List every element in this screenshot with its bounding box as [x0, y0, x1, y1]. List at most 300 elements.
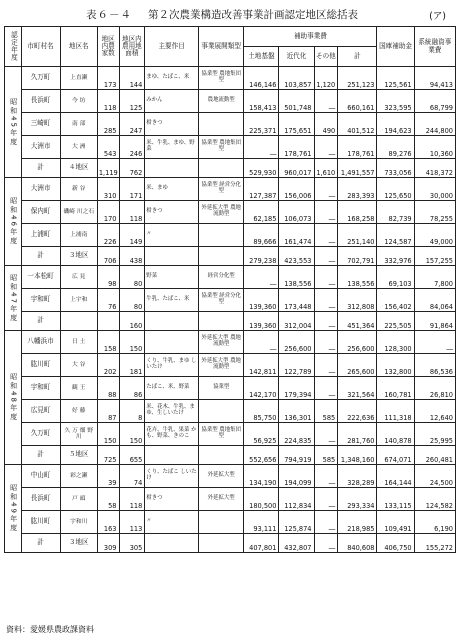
subtotal-cell: 178,761 [338, 136, 377, 159]
header-crops: 主要作目 [145, 27, 199, 67]
table-row [5, 201, 456, 224]
area-cell: 181 [119, 354, 145, 377]
farmers-cell: 58 [97, 488, 119, 511]
modern-cell: 138,556 [279, 266, 314, 289]
other-cell: ― [314, 289, 338, 312]
other-cell: 490 [314, 113, 338, 136]
farmers-cell: 88 [97, 377, 119, 400]
other-cell: ― [314, 331, 338, 354]
total-label: 計 [21, 534, 60, 553]
total-district: ５地区 [60, 446, 97, 465]
header-national: 国庫補助金 [377, 27, 414, 67]
district-cell: 今 坊 [60, 90, 97, 113]
total-type-empty [198, 247, 243, 266]
total-national: 674,071 [377, 446, 414, 465]
total-row [5, 159, 456, 178]
total-row [5, 534, 456, 553]
district-cell: 上浦南 [60, 224, 97, 247]
area-cell: 150 [119, 331, 145, 354]
total-crops-empty [145, 446, 199, 465]
type-cell: 外延拡大型 [198, 488, 243, 511]
summary-table [4, 26, 456, 553]
type-cell [198, 113, 243, 136]
modern-cell: 501,748 [279, 90, 314, 113]
total-farmers: 1,119 [97, 159, 119, 178]
loan-cell: 84,064 [414, 289, 455, 312]
national-cell: 133,115 [377, 488, 414, 511]
page-mark: (ア) [429, 11, 446, 22]
land-cell: 146,146 [244, 67, 279, 90]
farmers-cell: 285 [97, 113, 119, 136]
crops-cell: 米、花木、牛乳、まゆ、生しいたけ [145, 400, 199, 423]
era-cell: 昭和47年度 [5, 266, 22, 331]
subtotal-cell: 251,123 [338, 67, 377, 90]
land-cell: 158,413 [244, 90, 279, 113]
loan-cell: 12,640 [414, 400, 455, 423]
crops-cell: くり、牛乳、まゆ しいたけ [145, 354, 199, 377]
farmers-cell: 170 [97, 201, 119, 224]
town-cell: 広見町 [21, 400, 60, 423]
total-crops-empty [145, 312, 199, 331]
land-cell: 225,371 [244, 113, 279, 136]
type-cell: 外延拡大型 農地流動型 [198, 331, 243, 354]
area-cell: 118 [119, 201, 145, 224]
farmers-cell: 310 [97, 178, 119, 201]
area-cell: 80 [119, 266, 145, 289]
total-loan: 155,272 [414, 534, 455, 553]
header-farmland: 地区内農用地面積 [119, 27, 145, 67]
national-cell: 323,595 [377, 90, 414, 113]
land-cell: 142,170 [244, 377, 279, 400]
national-cell: 132,800 [377, 354, 414, 377]
total-other: 1,610 [314, 159, 338, 178]
land-cell: 127,387 [244, 178, 279, 201]
crops-cell: 牛乳、たばこ、米 [145, 289, 199, 312]
header-loan: 系統融資事業費 [414, 27, 455, 67]
other-cell: ― [314, 465, 338, 488]
loan-cell: 25,995 [414, 423, 455, 446]
other-cell: 585 [314, 400, 338, 423]
table-row [5, 90, 456, 113]
farmers-cell: 98 [97, 266, 119, 289]
loan-cell: 10,360 [414, 136, 455, 159]
subtotal-cell: 321,564 [338, 377, 377, 400]
modern-cell: 106,073 [279, 201, 314, 224]
farmers-cell: 150 [97, 423, 119, 446]
farmers-cell: 543 [97, 136, 119, 159]
source-note: 資料：愛媛県農政課資料 [6, 625, 94, 634]
total-label: 計 [21, 247, 60, 266]
total-national: 406,750 [377, 534, 414, 553]
subtotal-cell: 328,289 [338, 465, 377, 488]
district-cell: 大 洲 [60, 136, 97, 159]
header-type: 事業展開類型 [198, 27, 243, 67]
area-cell: 246 [119, 136, 145, 159]
farmers-cell: 118 [97, 90, 119, 113]
town-cell: 肱川町 [21, 354, 60, 377]
town-cell: 上浦町 [21, 224, 60, 247]
total-area: 762 [119, 159, 145, 178]
loan-cell: 124,582 [414, 488, 455, 511]
other-cell: ― [314, 377, 338, 400]
area-cell: 149 [119, 224, 145, 247]
total-land: 407,801 [244, 534, 279, 553]
table-title [0, 7, 460, 23]
other-cell: ― [314, 90, 338, 113]
type-cell: 協業型 経営分化型 [198, 178, 243, 201]
type-cell [198, 400, 243, 423]
header-year: 認定年度 [5, 27, 22, 67]
town-cell: 大洲市 [21, 136, 60, 159]
other-cell: ― [314, 488, 338, 511]
header-farmers: 地区内農家数 [97, 27, 119, 67]
type-cell: 外延拡大型 農地流動型 [198, 354, 243, 377]
national-cell: 125,561 [377, 67, 414, 90]
header-town: 市町村名 [21, 27, 60, 67]
table-row [5, 400, 456, 423]
type-cell: 外延拡大型 農地流動型 [198, 201, 243, 224]
loan-cell: 26,810 [414, 377, 455, 400]
total-land: 529,930 [244, 159, 279, 178]
town-cell: 宇和町 [21, 377, 60, 400]
land-cell: 180,500 [244, 488, 279, 511]
table-row [5, 113, 456, 136]
crops-cell: 〃 [145, 511, 199, 534]
town-cell: 保内町 [21, 201, 60, 224]
area-cell: 86 [119, 377, 145, 400]
other-cell: ― [314, 423, 338, 446]
area-cell: 8 [119, 400, 145, 423]
total-district: ３地区 [60, 534, 97, 553]
farmers-cell: 76 [97, 289, 119, 312]
table-row [5, 331, 456, 354]
table-row [5, 67, 456, 90]
district-cell: 日 土 [60, 331, 97, 354]
type-cell: 協業型 経営分化型 [198, 289, 243, 312]
national-cell: 111,318 [377, 400, 414, 423]
total-subtotal: 702,791 [338, 247, 377, 266]
table-row [5, 465, 456, 488]
land-cell: 62,185 [244, 201, 279, 224]
loan-cell: 94,413 [414, 67, 455, 90]
total-other: ― [314, 534, 338, 553]
subtotal-cell: 283,393 [338, 178, 377, 201]
era-cell: 昭和49年度 [5, 465, 22, 553]
crops-cell: たばこ、米、野菜 [145, 377, 199, 400]
crops-cell: 〃 [145, 224, 199, 247]
district-cell: 宇和川 [60, 511, 97, 534]
table-row [5, 136, 456, 159]
total-other: 585 [314, 446, 338, 465]
district-cell: 観 王 [60, 377, 97, 400]
era-cell: 昭和45年度 [5, 67, 22, 178]
area-cell: 118 [119, 488, 145, 511]
national-cell: 69,103 [377, 266, 414, 289]
table-row [5, 377, 456, 400]
district-cell: 広 見 [60, 266, 97, 289]
total-subtotal: 1,491,557 [338, 159, 377, 178]
total-type-empty [198, 534, 243, 553]
modern-cell: 103,857 [279, 67, 314, 90]
loan-cell: 78,255 [414, 201, 455, 224]
total-row [5, 312, 456, 331]
district-cell: 久 万 畑 野 川 [60, 423, 97, 446]
total-land: 279,238 [244, 247, 279, 266]
total-area: 160 [119, 312, 145, 331]
town-cell: 長浜町 [21, 488, 60, 511]
total-area: 438 [119, 247, 145, 266]
subtotal-cell: 265,600 [338, 354, 377, 377]
subtotal-cell: 251,140 [338, 224, 377, 247]
subtotal-cell: 401,512 [338, 113, 377, 136]
table-row [5, 289, 456, 312]
subtotal-cell: 168,258 [338, 201, 377, 224]
other-cell: ― [314, 136, 338, 159]
total-label: 計 [21, 312, 60, 331]
total-row [5, 446, 456, 465]
town-cell: 久万町 [21, 423, 60, 446]
loan-cell: 30,000 [414, 178, 455, 201]
loan-cell: 24,500 [414, 465, 455, 488]
national-cell: 164,144 [377, 465, 414, 488]
table-row [5, 488, 456, 511]
national-cell: 125,650 [377, 178, 414, 201]
land-cell: 134,190 [244, 465, 279, 488]
type-cell: 農地流動型 [198, 90, 243, 113]
land-cell: ― [244, 331, 279, 354]
total-crops-empty [145, 159, 199, 178]
national-cell: 128,300 [377, 331, 414, 354]
other-cell: ― [314, 224, 338, 247]
total-modern: 423,553 [279, 247, 314, 266]
town-cell: 大洲市 [21, 178, 60, 201]
national-cell: 160,781 [377, 377, 414, 400]
total-loan: 91,864 [414, 312, 455, 331]
town-cell: 久万町 [21, 67, 60, 90]
district-cell: 戸 頭 [60, 488, 97, 511]
type-cell: 経営分化型 [198, 266, 243, 289]
crops-cell: 米、まゆ [145, 178, 199, 201]
total-farmers: 725 [97, 446, 119, 465]
total-loan: 157,255 [414, 247, 455, 266]
modern-cell: 112,834 [279, 488, 314, 511]
area-cell: 74 [119, 465, 145, 488]
area-cell: 144 [119, 67, 145, 90]
total-modern: 794,919 [279, 446, 314, 465]
total-loan: 260,481 [414, 446, 455, 465]
crops-cell: 柑きつ [145, 488, 199, 511]
table-body [5, 67, 456, 553]
table-row [5, 178, 456, 201]
area-cell: 80 [119, 289, 145, 312]
total-district: ３地区 [60, 247, 97, 266]
loan-cell: 68,799 [414, 90, 455, 113]
other-cell: ― [314, 266, 338, 289]
subtotal-cell: 312,808 [338, 289, 377, 312]
total-national: 733,056 [377, 159, 414, 178]
area-cell: 125 [119, 90, 145, 113]
total-district: ４地区 [60, 159, 97, 178]
total-national: 332,976 [377, 247, 414, 266]
total-modern: 432,807 [279, 534, 314, 553]
total-area: 655 [119, 446, 145, 465]
land-cell: 142,811 [244, 354, 279, 377]
header-district: 地区名 [60, 27, 97, 67]
modern-cell: 194,099 [279, 465, 314, 488]
modern-cell: 125,874 [279, 511, 314, 534]
national-cell: 82,739 [377, 201, 414, 224]
subtotal-cell: 660,161 [338, 90, 377, 113]
town-cell: 中山町 [21, 465, 60, 488]
total-crops-empty [145, 247, 199, 266]
national-cell: 194,623 [377, 113, 414, 136]
loan-cell: 7,800 [414, 266, 455, 289]
subtotal-cell: 256,600 [338, 331, 377, 354]
crops-cell: 花卉、牛乳、果菜 かも、野菜、きのこ [145, 423, 199, 446]
modern-cell: 156,006 [279, 178, 314, 201]
area-cell: 171 [119, 178, 145, 201]
subtotal-cell: 222,636 [338, 400, 377, 423]
farmers-cell: 226 [97, 224, 119, 247]
district-cell: 大 谷 [60, 354, 97, 377]
district-cell: 上宇和 [60, 289, 97, 312]
modern-cell: 256,600 [279, 331, 314, 354]
crops-cell: みかん [145, 90, 199, 113]
total-loan: 418,372 [414, 159, 455, 178]
modern-cell: 178,761 [279, 136, 314, 159]
total-modern: 960,017 [279, 159, 314, 178]
land-cell: 139,360 [244, 289, 279, 312]
district-cell: 彩之瀬 [60, 465, 97, 488]
table-row [5, 423, 456, 446]
total-farmers [97, 312, 119, 331]
farmers-cell: 87 [97, 400, 119, 423]
subtotal-cell: 293,334 [338, 488, 377, 511]
town-cell: 三崎町 [21, 113, 60, 136]
district-cell: 南 部 [60, 113, 97, 136]
land-cell: ― [244, 136, 279, 159]
total-label: 計 [21, 159, 60, 178]
modern-cell: 161,474 [279, 224, 314, 247]
total-modern: 312,004 [279, 312, 314, 331]
modern-cell: 224,835 [279, 423, 314, 446]
farmers-cell: 202 [97, 354, 119, 377]
area-cell: 150 [119, 423, 145, 446]
header-modern: 近代化 [279, 47, 314, 67]
table-row [5, 511, 456, 534]
total-other: ― [314, 312, 338, 331]
total-land: 139,360 [244, 312, 279, 331]
table-row [5, 354, 456, 377]
total-area: 305 [119, 534, 145, 553]
loan-cell: ― [414, 331, 455, 354]
table-row [5, 266, 456, 289]
subtotal-cell: 281,760 [338, 423, 377, 446]
type-cell: 協業型 農地集団型 [198, 136, 243, 159]
loan-cell: 244,800 [414, 113, 455, 136]
district-cell: 磯崎 川之石 [60, 201, 97, 224]
town-cell: 肱川町 [21, 511, 60, 534]
table-caption: 第２次農業構造改善事業計画認定地区総括表 [148, 9, 358, 21]
farmers-cell: 158 [97, 331, 119, 354]
total-type-empty [198, 159, 243, 178]
district-cell: 新 谷 [60, 178, 97, 201]
crops-cell: 米、牛乳、まゆ、野菜 [145, 136, 199, 159]
other-cell: ― [314, 511, 338, 534]
crops-cell: 野菜 [145, 266, 199, 289]
town-cell: 宇和町 [21, 289, 60, 312]
other-cell: 1,120 [314, 67, 338, 90]
loan-cell: 6,190 [414, 511, 455, 534]
national-cell: 89,276 [377, 136, 414, 159]
crops-cell [145, 331, 199, 354]
header-subtotal: 計 [338, 47, 377, 67]
area-cell: 113 [119, 511, 145, 534]
total-other: ― [314, 247, 338, 266]
header-other: その他 [314, 47, 338, 67]
farmers-cell: 163 [97, 511, 119, 534]
total-type-empty [198, 312, 243, 331]
era-cell: 昭和48年度 [5, 331, 22, 465]
subtotal-cell: 218,985 [338, 511, 377, 534]
total-land: 552,656 [244, 446, 279, 465]
national-cell: 156,402 [377, 289, 414, 312]
national-cell: 124,587 [377, 224, 414, 247]
total-crops-empty [145, 534, 199, 553]
other-cell: ― [314, 354, 338, 377]
total-subtotal: 1,348,160 [338, 446, 377, 465]
era-cell: 昭和46年度 [5, 178, 22, 266]
district-cell: 上直瀬 [60, 67, 97, 90]
modern-cell: 122,789 [279, 354, 314, 377]
district-cell: 好 藤 [60, 400, 97, 423]
town-cell: 一本松町 [21, 266, 60, 289]
type-cell: 協業型 農地集団型 [198, 423, 243, 446]
type-cell [198, 511, 243, 534]
crops-cell: くり、たばこ しいたけ [145, 465, 199, 488]
type-cell: 協業型 [198, 377, 243, 400]
farmers-cell: 39 [97, 465, 119, 488]
table-number: 表６－４ [86, 9, 132, 21]
national-cell: 140,878 [377, 423, 414, 446]
subtotal-cell: 138,556 [338, 266, 377, 289]
total-national: 225,505 [377, 312, 414, 331]
modern-cell: 173,448 [279, 289, 314, 312]
loan-cell: 86,536 [414, 354, 455, 377]
type-cell: 外延拡大型 [198, 465, 243, 488]
land-cell: ― [244, 266, 279, 289]
national-cell: 109,491 [377, 511, 414, 534]
type-cell [198, 224, 243, 247]
crops-cell: まゆ、たばこ、米 [145, 67, 199, 90]
farmers-cell: 173 [97, 67, 119, 90]
total-subtotal: 451,364 [338, 312, 377, 331]
loan-cell: 49,000 [414, 224, 455, 247]
land-cell: 56,925 [244, 423, 279, 446]
total-farmers: 706 [97, 247, 119, 266]
area-cell: 247 [119, 113, 145, 136]
type-cell: 協業型 農地集団型 [198, 67, 243, 90]
other-cell: ― [314, 201, 338, 224]
total-type-empty [198, 446, 243, 465]
modern-cell: 179,394 [279, 377, 314, 400]
total-farmers: 309 [97, 534, 119, 553]
crops-cell: 柑きつ [145, 113, 199, 136]
land-cell: 89,666 [244, 224, 279, 247]
header-subsidy: 補助事業費 [244, 27, 377, 47]
crops-cell: 柑きつ [145, 201, 199, 224]
total-row [5, 247, 456, 266]
